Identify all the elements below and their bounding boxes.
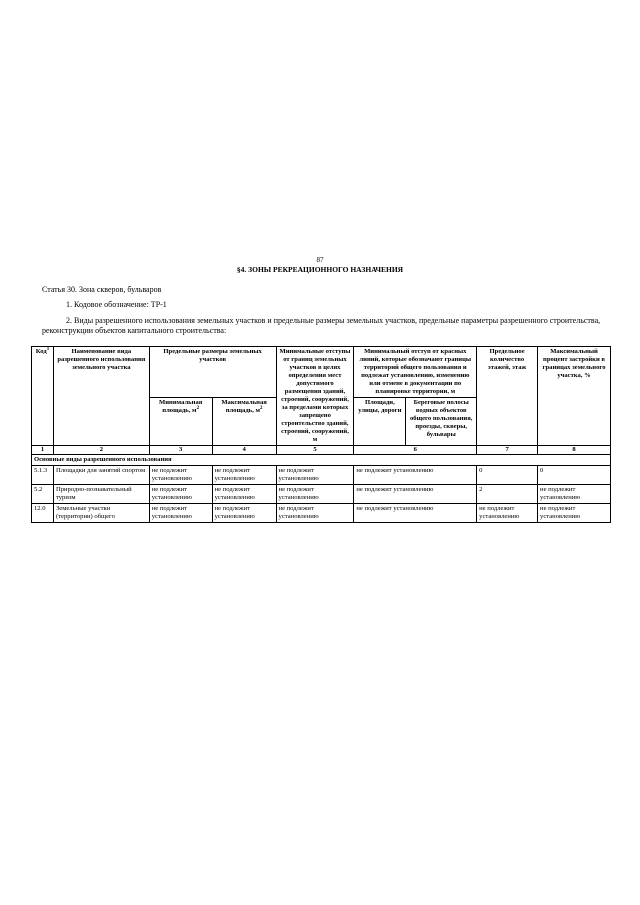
column-number: 1: [32, 446, 54, 455]
cell-use-name: Природно-познавательный туризм: [53, 485, 149, 504]
permitted-use-table: [31, 346, 611, 523]
header-shore: Береговые полосы водных объектов общего пользования, проезды, скверы, бульвары: [406, 398, 477, 446]
header-plot-sizes: Предельные размеры земельных участков: [149, 347, 276, 398]
page-number: 87: [316, 256, 324, 264]
cell-coverage: не подлежит установлению: [538, 485, 611, 504]
section-label: Основные виды разрешенного использования: [32, 455, 611, 466]
header-min-area: Минимальная площадь, $м^2$: [149, 398, 212, 446]
column-number-row: [32, 446, 611, 455]
cell-max-area: не подлежит установлению: [212, 466, 276, 485]
column-number: 2: [53, 446, 149, 455]
cell-setback: не подлежит установлению: [276, 485, 354, 504]
column-number: 6: [354, 446, 477, 455]
column-number: 4: [212, 446, 276, 455]
header-coverage: Максимальный процент застройки в границах земельного участка, %: [538, 347, 611, 446]
cell-max-area: не подлежит установлению: [212, 504, 276, 523]
article-heading: Статья 30. Зона скверов, бульваров: [42, 285, 162, 294]
cell-coverage: не подлежит установлению: [538, 504, 611, 523]
cell-min-area: не подлежит установлению: [149, 504, 212, 523]
cell-use-name: Земельные участки (территории) общего: [53, 504, 149, 523]
header-red-lines: Минимальный отступ от красных линий, которые обозначают границы территорий общего пользования и подлежат установлению, изменению или отмене в документации по планировке территории, м: [354, 347, 477, 398]
cell-red-line: не подлежит установлению: [354, 485, 477, 504]
cell-code: 5.2: [32, 485, 54, 504]
column-number: 7: [477, 446, 538, 455]
cell-coverage: 0: [538, 466, 611, 485]
cell-red-line: не подлежит установлению: [354, 466, 477, 485]
cell-min-area: не подлежит установлению: [149, 466, 212, 485]
column-number: 5: [276, 446, 354, 455]
cell-floors: не подлежит установлению: [477, 504, 538, 523]
header-max-area: Максимальная площадь, $м^2$: [212, 398, 276, 446]
column-number: 8: [538, 446, 611, 455]
cell-setback: не подлежит установлению: [276, 466, 354, 485]
column-number: 3: [149, 446, 212, 455]
table-row: [32, 466, 611, 485]
section-title: §4. ЗОНЫ РЕКРЕАЦИОННОГО НАЗНАЧЕНИЯ: [236, 265, 404, 274]
header-floors: Предельное количество этажей, этаж: [477, 347, 538, 446]
cell-use-name: Площадки для занятий спортом: [53, 466, 149, 485]
cell-floors: 0: [477, 466, 538, 485]
cell-code: 12.0: [32, 504, 54, 523]
cell-floors: 2: [477, 485, 538, 504]
cell-red-line: не подлежит установлению: [354, 504, 477, 523]
header-squares: Площади, улицы, дороги: [354, 398, 406, 446]
cell-code: 5.1.3: [32, 466, 54, 485]
header-setbacks: Минимальные отступы от границ земельных участков в целях определения мест допустимого размещения зданий, строений, сооружений, за пределами которых запрещено строительство зданий, строений, сооружений, м: [276, 347, 354, 446]
header-code: Код$^1$: [32, 347, 54, 446]
code-designation: 1. Кодовое обозначение: ТР-1: [66, 300, 167, 309]
permitted-use-intro: 2. Виды разрешенного использования земельных участков и предельные размеры земельных участков, предельные параметры разрешенного строительства, реконструкции объектов капитального строительства:: [42, 316, 601, 335]
cell-setback: не подлежит установлению: [276, 504, 354, 523]
table-row: [32, 485, 611, 504]
cell-max-area: не подлежит установлению: [212, 485, 276, 504]
cell-min-area: не подлежит установлению: [149, 485, 212, 504]
section-row: [32, 455, 611, 466]
header-use-name: Наименование вида разрешенного использования земельного участка: [53, 347, 149, 446]
table-row: [32, 504, 611, 523]
